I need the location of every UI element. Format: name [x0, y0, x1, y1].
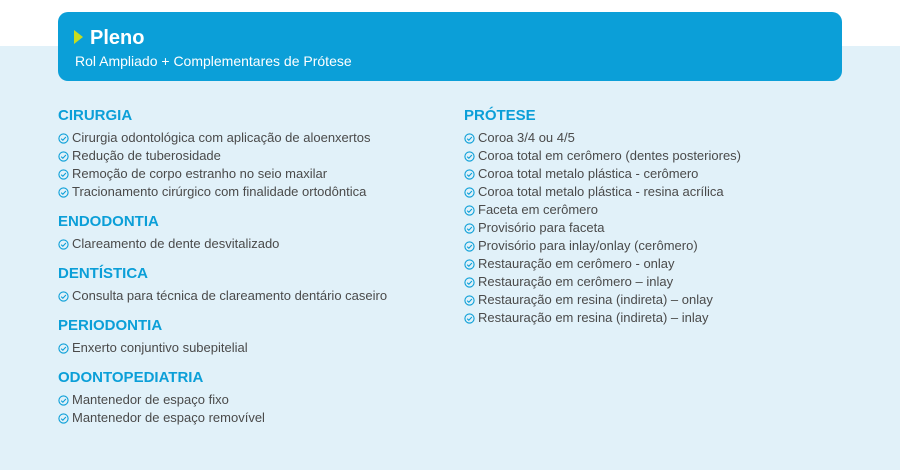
section-endodontia	[58, 213, 448, 253]
procedure-label: Restauração em cerômero – inlay	[478, 274, 674, 289]
list-item	[58, 235, 448, 253]
check-circle-icon	[464, 295, 475, 306]
check-circle-icon	[58, 291, 69, 302]
check-circle-icon	[464, 133, 475, 144]
plan-title: Pleno	[90, 27, 145, 49]
list-item	[58, 391, 448, 409]
list-item	[464, 165, 854, 183]
section-odontopediatria	[58, 369, 448, 427]
section-cirurgia	[58, 107, 448, 201]
section-title: DENTÍSTICA	[58, 265, 148, 282]
procedure-label: Redução de tuberosidade	[72, 148, 221, 163]
check-circle-icon	[58, 413, 69, 424]
section-title: ENDODONTIA	[58, 213, 159, 230]
check-circle-icon	[464, 277, 475, 288]
procedure-list	[58, 391, 448, 427]
check-circle-icon	[464, 187, 475, 198]
list-item	[464, 291, 854, 309]
procedure-list	[58, 235, 448, 253]
procedure-label: Restauração em cerômero - onlay	[478, 256, 675, 271]
procedure-label: Coroa 3/4 ou 4/5	[478, 130, 575, 145]
procedure-label: Coroa total em cerômero (dentes posteriores)	[478, 148, 742, 163]
list-item	[464, 183, 854, 201]
procedure-label: Enxerto conjuntivo subepitelial	[72, 340, 248, 355]
list-item	[58, 183, 448, 201]
procedure-label: Mantenedor de espaço removível	[72, 410, 265, 425]
check-circle-icon	[464, 259, 475, 270]
procedure-label: Consulta para técnica de clareamento dentário caseiro	[72, 288, 388, 303]
procedure-list	[58, 129, 448, 201]
section-title: ODONTOPEDIATRIA	[58, 369, 204, 386]
procedure-list	[58, 339, 448, 357]
check-circle-icon	[58, 343, 69, 354]
section-title: PERIODONTIA	[58, 317, 163, 334]
check-circle-icon	[464, 313, 475, 324]
list-item	[58, 147, 448, 165]
list-item	[58, 339, 448, 357]
list-item	[464, 273, 854, 291]
procedure-list	[58, 287, 448, 305]
list-item	[464, 147, 854, 165]
section-prótese	[464, 107, 854, 327]
procedure-label: Restauração em resina (indireta) – inlay	[478, 310, 709, 325]
section-dentística	[58, 265, 448, 305]
check-circle-icon	[464, 205, 475, 216]
check-circle-icon	[58, 169, 69, 180]
check-circle-icon	[58, 133, 69, 144]
left-column	[58, 107, 448, 439]
list-item	[464, 129, 854, 147]
check-circle-icon	[464, 241, 475, 252]
check-circle-icon	[464, 169, 475, 180]
procedure-label: Cirurgia odontológica com aplicação de aloenxertos	[72, 130, 371, 145]
check-circle-icon	[58, 239, 69, 250]
procedure-label: Provisório para inlay/onlay (cerômero)	[478, 238, 698, 253]
list-item	[464, 309, 854, 327]
check-circle-icon	[58, 151, 69, 162]
section-title: CIRURGIA	[58, 107, 133, 124]
procedure-label: Provisório para faceta	[478, 220, 605, 235]
plan-subtitle: Rol Ampliado + Complementares de Prótese	[75, 53, 352, 69]
procedure-label: Coroa total metalo plástica - cerômero	[478, 166, 699, 181]
procedure-label: Tracionamento cirúrgico com finalidade ortodôntica	[72, 184, 367, 199]
play-arrow-icon	[74, 30, 83, 44]
list-item	[58, 409, 448, 427]
section-title: PRÓTESE	[464, 107, 536, 124]
procedure-label: Faceta em cerômero	[478, 202, 598, 217]
check-circle-icon	[464, 151, 475, 162]
section-periodontia	[58, 317, 448, 357]
right-column	[464, 107, 854, 339]
procedure-label: Clareamento de dente desvitalizado	[72, 236, 280, 251]
procedure-label: Remoção de corpo estranho no seio maxilar	[72, 166, 328, 181]
list-item	[58, 287, 448, 305]
check-circle-icon	[58, 187, 69, 198]
check-circle-icon	[464, 223, 475, 234]
check-circle-icon	[58, 395, 69, 406]
list-item	[464, 201, 854, 219]
procedure-list	[464, 129, 854, 327]
list-item	[58, 165, 448, 183]
list-item	[464, 237, 854, 255]
list-item	[464, 255, 854, 273]
list-item	[58, 129, 448, 147]
procedure-label: Mantenedor de espaço fixo	[72, 392, 229, 407]
list-item	[464, 219, 854, 237]
procedure-label: Coroa total metalo plástica - resina acrílica	[478, 184, 724, 199]
plan-header	[58, 12, 842, 81]
procedure-label: Restauração em resina (indireta) – onlay	[478, 292, 713, 307]
